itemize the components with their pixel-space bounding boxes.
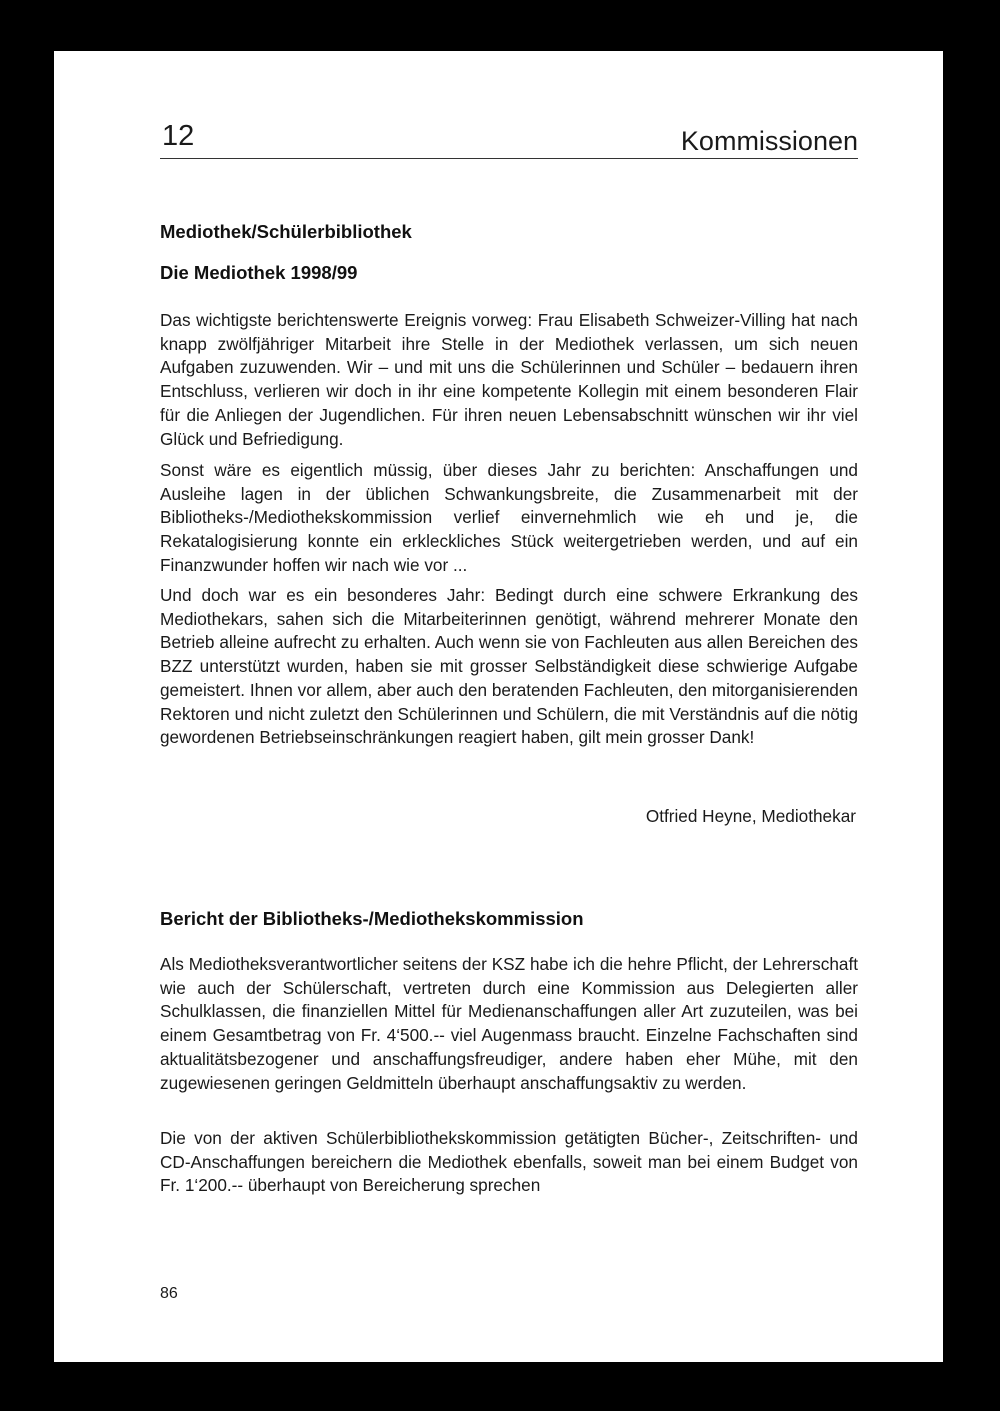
section-subtitle-mediothek-1998: Die Mediothek 1998/99 bbox=[160, 262, 358, 283]
paragraph: Als Mediotheksverantwortlicher seitens der KSZ habe ich die hehre Pflicht, der Lehrerschaft wie auch der Schülerschaft, vertreten durch eine Kommission aus Delegierten aller Schulklassen, die finanziellen Mittel für Medienanschaffungen aller Art zuzuteilen, was bei einem Gesamtbetrag von Fr. 4‘500.-- viel Augenmass braucht. Einzelne Fachschaften sind aktualitätsbezogener und anschaffungsfreudiger, andere haben eher Mühe, mit den zugewiesenen geringen Geldmitteln überhaupt anschaffungsaktiv zu werden. bbox=[160, 954, 858, 1093]
chapter-header bbox=[160, 118, 858, 159]
paragraph: Das wichtigste berichtenswerte Ereignis vorweg: Frau Elisabeth Schweizer-Villing hat nach knapp zwölfjähriger Mitarbeit ihre Stelle in der Mediothek verlassen, um sich neuen Aufgaben zuzuwenden. Wir – und mit uns die Schülerinnen und Schüler – bedauern ihren Entschluss, verlieren wir doch in ihr eine kompetente Kollegin mit einem besonderen Flair für die Anliegen der Jugendlichen. Für ihren neuen Lebensabschnitt wünschen wir ihr viel Glück und Befriedigung. bbox=[160, 310, 858, 449]
section-title-mediothek: Mediothek/Schülerbibliothek bbox=[160, 221, 412, 242]
paragraph: Und doch war es ein besonderes Jahr: Bedingt durch eine schwere Erkrankung des Mediothekars, sahen sich die Mitarbeiterinnen genötigt, während mehrerer Monate den Betrieb alleine aufrecht zu erhalten. Auch wenn sie von Fachleuten aus allen Bereichen des BZZ unterstützt wurden, haben sie mit grosser Selbständigkeit diese schwierige Aufgabe gemeistert. Ihnen vor allem, aber auch den beratenden Fachleuten, den mitorganisierenden Rektoren und nicht zuletzt den Schülerinnen und Schülern, die mit Verständnis auf die nötig gewordenen Betriebseinschränkungen reagiert haben, gilt mein grosser Dank! bbox=[160, 585, 858, 748]
signature: Otfried Heyne, Mediothekar bbox=[645, 806, 856, 826]
paragraph: Die von der aktiven Schülerbibliothekskommission getätigten Bücher-, Zeitschriften- und CD-Anschaffungen bereichern die Mediothek ebenfalls, soweit man bei einem Budget von Fr. 1‘200.-- überhaupt von Bereicherung sprechen bbox=[160, 1128, 858, 1196]
document-page bbox=[54, 51, 943, 1362]
page-number: 86 bbox=[160, 1285, 178, 1302]
section-title-kommission: Bericht der Bibliotheks-/Mediothekskommission bbox=[160, 908, 584, 929]
chapter-number: 12 bbox=[162, 120, 195, 152]
chapter-title: Kommissionen bbox=[680, 126, 858, 156]
paragraph: Sonst wäre es eigentlich müssig, über dieses Jahr zu berichten: Anschaffungen und Ausleihe lagen in der üblichen Schwankungsbreite, die Zusammenarbeit mit der Bibliotheks-/Mediothekskommission verlief einvernehmlich wie eh und je, die Rekatalogisierung konnte ein erkleckliches Stück weitergetrieben werden, und auf ein Finanzwunder hoffen wir nach wie vor ... bbox=[160, 460, 858, 575]
